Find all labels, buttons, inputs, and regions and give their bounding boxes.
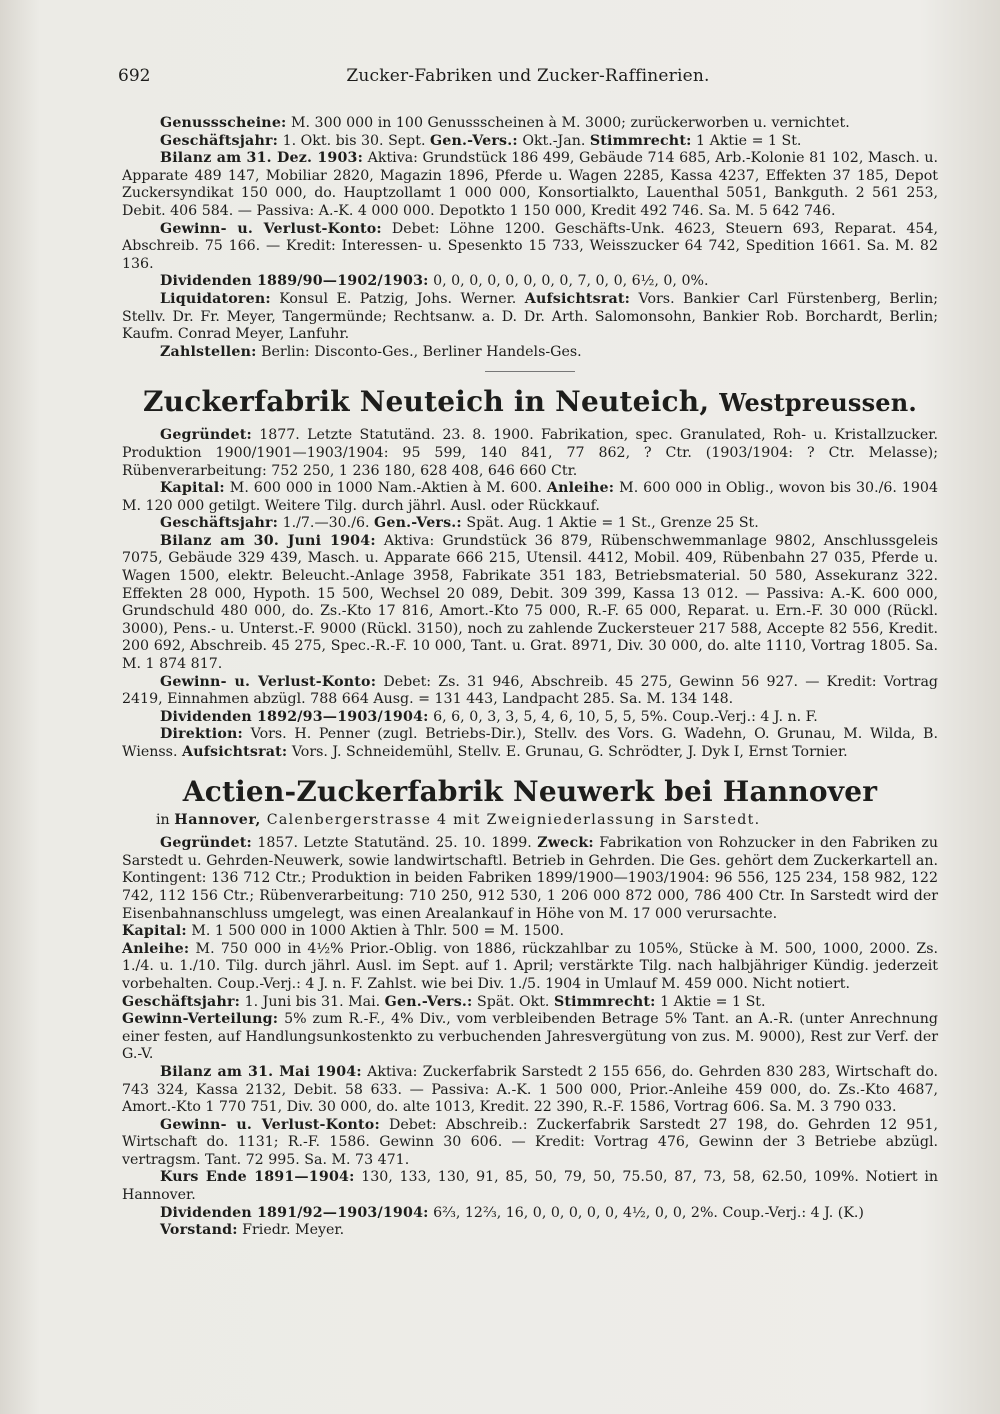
entry-geschaeftsjahr: Geschäftsjahr: 1. Juni bis 31. Mai. Gen.-Vers.: Spät. Okt. Stimmrecht: 1 Aktie = 1 St. [122,993,766,1010]
neuwerk-section [122,776,938,1240]
entry-liquidatoren: Liquidatoren: Konsul E. Patzig, Johs. Werner. Aufsichtsrat: Vors. Bankier Carl Fürstenberg, Berlin; Stellv. Dr. Fr. Meyer, Tangermünde; Rechtsanw. a. D. Dr. Arth. Salomonsohn, Bankier Rob. Borchardt, Berlin; Kaufm. Conrad Meyer, Lanfuhr. [122,290,938,343]
entry-bilanz: Bilanz am 30. Juni 1904: Aktiva: Grundstück 36 879, Rübenschwemmanlage 9802, Anschlussgeleis 7075, Gebäude 329 439, Masch. u. Apparate 666 215, Utensil. 4412, Mobil. 409, Rübenbahn 27 035, Pferde u. Wagen 1500, elektr. Beleucht.-Anlage 3958, Fabrikate 351 183, Betriebsmaterial. 50 580, Assekuranz 322. Effekten 28 000, Hypoth. 15 500, Wechsel 20 089, Debit. 309 399, Kassa 13 012. — Passiva: A.-K. 600 000, Grundschuld 480 000, do. Zs.-Kto 17 816, Amort.-Kto 75 000, R.-F. 65 000, Reparat. u. Ern.-F. 30 000 (Rückl. 3000), Pens.- u. Unterst.-F. 9000 (Rückl. 3150), noch zu zahlende Zuckersteuer 217 588, Accepte 82 556, Kredit. 200 692, Abschreib. 45 275, Spec.-R.-F. 10 000, Tant. u. Grat. 8971, Div. 30 000, do. alte 1110, Vortrag 1805. Sa. M. 1 874 817. [122,532,938,673]
section-separator [485,371,575,372]
entry-geschaeftsjahr: Geschäftsjahr: 1. Okt. bis 30. Sept. Gen.-Vers.: Okt.-Jan. Stimmrecht: 1 Aktie = 1 St. [160,132,802,149]
company-title-neuteich: Zuckerfabrik Neuteich in Neuteich, Westpreussen. [143,385,917,419]
entry-kurs: Kurs Ende 1891—1904: 130, 133, 130, 91, 85, 50, 79, 50, 75.50, 87, 73, 58, 62.50, 109%. Notiert in Hannover. [122,1169,939,1204]
entry-gewinn-verlust: Gewinn- u. Verlust-Konto: Debet: Abschreib.: Zuckerfabrik Sarstedt 27 198, do. Gehrden 12 951, Wirtschaft do. 1131; R.-F. 1586. Gewinn 30 606. — Kredit: Vortrag 476, Gewinn der 3 Betriebe abzügl. vertragsm. Tant. 72 995. Sa. M. 73 471. [122,1116,938,1168]
prev-company-section [122,115,938,361]
page-content [122,115,938,1240]
entry-direktion: Direktion: Vors. H. Penner (zugl. Betriebs-Dir.), Stellv. des Vors. G. Wadehn, O. Grunau, M. Wilda, B. Wienss. Aufsichtsrat: Vors. J. Schneidemühl, Stellv. E. Grunau, G. Schrödter, J. Dyk I, Ernst Tornier. [122,726,938,760]
entry-anleihe: Anleihe: M. 750 000 in 4½% Prior.-Oblig. von 1886, rückzahlbar zu 105%, Stücke à M. 500, 1000, 2000. Zs. 1./4. u. 1./10. Tilg. durch jährl. Ausl. im Sept. auf 1. April; verstärkte Tilg. nach halbjähriger Kündig. jederzeit vorbehalten. Coup.-Verj.: 4 J. n. F. Zahlst. wie bei Div. 1./5. 1904 in Umlauf M. 459 000. Nicht notiert. [122,940,938,992]
entry-gegruendet: Gegründet: 1857. Letzte Statutänd. 25. 10. 1899. Zweck: Fabrikation von Rohzucker in den Fabriken zu Sarstedt u. Gehrden-Neuwerk, sowie landwirtschaftl. Betrieb in Gehrden. Die Ges. gehört dem Zuckerkartell an. Kontingent: 136 712 Ctr.; Produktion in beiden Fabriken 1899/1900—1903/1904: 96 556, 125 234, 158 982, 122 742, 112 156 Ctr.; Rübenverarbeitung: 710 250, 912 530, 1 206 000 872 000, 786 400 Ctr. In Sarstedt wird der Eisenbahnanschluss umgelegt, was einen Arealankauf in Höhe von M. 17 000 verursachte. [122,835,938,922]
entry-genussscheine: Genussscheine: M. 300 000 in 100 Genussscheinen à M. 3000; zurückerworben u. vernichtet. [160,115,850,131]
entry-kapital: Kapital: M. 1 500 000 in 1000 Aktien à Thlr. 500 = M. 1500. [122,923,565,940]
entry-dividenden: Dividenden 1891/92—1903/1904: 6⅔, 12⅔, 16, 0, 0, 0, 0, 0, 4½, 0, 0, 2%. Coup.-Verj.: 4 J. (K.) [160,1204,864,1221]
entry-zahlstellen: Zahlstellen: Berlin: Disconto-Ges., Berliner Handels-Ges. [160,343,582,360]
entry-vorstand: Vorstand: Friedr. Meyer. [160,1222,345,1239]
entry-kapital: Kapital: M. 600 000 in 1000 Nam.-Aktien à M. 600. Anleihe: M. 600 000 in Oblig., wovon bis 30./6. 1904 M. 120 000 getilgt. Weitere Tilg. durch jährl. Ausl. oder Rückkauf. [122,480,938,514]
entry-dividenden: Dividenden 1889/90—1902/1903: 0, 0, 0, 0, 0, 0, 0, 0, 7, 0, 0, 6½, 0, 0%. [160,273,709,290]
company-title-neuwerk: Actien-Zuckerfabrik Neuwerk bei Hannover [182,774,878,808]
entry-gewinn-verlust: Gewinn- u. Verlust-Konto: Debet: Zs. 31 946, Abschreib. 45 275, Gewinn 56 927. — Kredit: Vortrag 2419, Einnahmen abzügl. 788 664 Ausg. = 131 443, Landpacht 285. Sa. M. 134 148. [122,673,938,708]
page-number: 692 [118,66,151,86]
entry-gewinn-verteilung: Gewinn-Verteilung: 5% zum R.-F., 4% Div., vom verbleibenden Betrage 5% Tant. an A.-R. (unter Anrechnung einer festen, auf Handlungsunkostenkto zu verbuchenden Jahresvergütung von zus. M. 9000), Rest zur Verf. der G.-V. [122,1011,938,1063]
neuteich-section [122,386,938,761]
entry-bilanz: Bilanz am 31. Dez. 1903: Aktiva: Grundstück 186 499, Gebäude 714 685, Arb.-Kolonie 81 102, Masch. u. Apparate 489 147, Mobiliar 2820, Magazin 1896, Pferde u. Wagen 2285, Kassa 4237, Effekten 37 185, Depot Zuckersyndikat 150 000, do. Hauptzollamt 1 000 000, Konsortialkto, Lauenthal 5051, Bankguth. 2 561 253, Debit. 406 584. — Passiva: A.-K. 4 000 000. Depotkto 1 150 000, Kredit 492 746. Sa. M. 5 642 746. [122,150,938,219]
entry-geschaeftsjahr: Geschäftsjahr: 1./7.—30./6. Gen.-Vers.: Spät. Aug. 1 Aktie = 1 St., Grenze 25 St. [160,515,759,532]
entry-gegruendet: Gegründet: 1877. Letzte Statutänd. 23. 8. 1900. Fabrikation, spec. Granulated, Roh- u. Kristallzucker. Produktion 1900/1901—1903/1904: 95 599, 140 841, 77 862, ? Ctr. (1903/1904: ? Ctr. Melasse); Rübenverarbeitung: 752 250, 1 236 180, 628 408, 646 660 Ctr. [122,427,938,479]
entry-dividenden: Dividenden 1892/93—1903/1904: 6, 6, 0, 3, 3, 5, 4, 6, 10, 5, 5, 5%. Coup.-Verj.: 4 J. n. F. [160,708,818,725]
entry-gewinn-verlust: Gewinn- u. Verlust-Konto: Debet: Löhne 1200. Geschäfts-Unk. 4623, Steuern 693, Reparat. 454, Abschreib. 75 166. — Kredit: Interessen- u. Spesenkto 15 733, Weisszucker 64 742, Spedition 1661. Sa. M. 82 136. [122,220,938,272]
entry-bilanz: Bilanz am 31. Mai 1904: Aktiva: Zuckerfabrik Sarstedt 2 155 656, do. Gehrden 830 283, Wirtschaft do. 743 324, Kassa 2132, Debit. 58 633. — Passiva: A.-K. 1 500 000, Prior.-Anleihe 459 000, do. Zs.-Kto 4687, Amort.-Kto 1 770 751, Div. 30 000, do. alte 1013, Kredit. 22 390, R.-F. 1586, Vortrag 606. Sa. M. 3 790 033. [122,1063,938,1116]
company-subtitle-neuwerk: in Hannover, Calenbergerstrasse 4 mit Zweigniederlassung in Sarstedt. [156,811,761,828]
running-title: Zucker-Fabriken und Zucker-Raffinerien. [346,66,710,86]
